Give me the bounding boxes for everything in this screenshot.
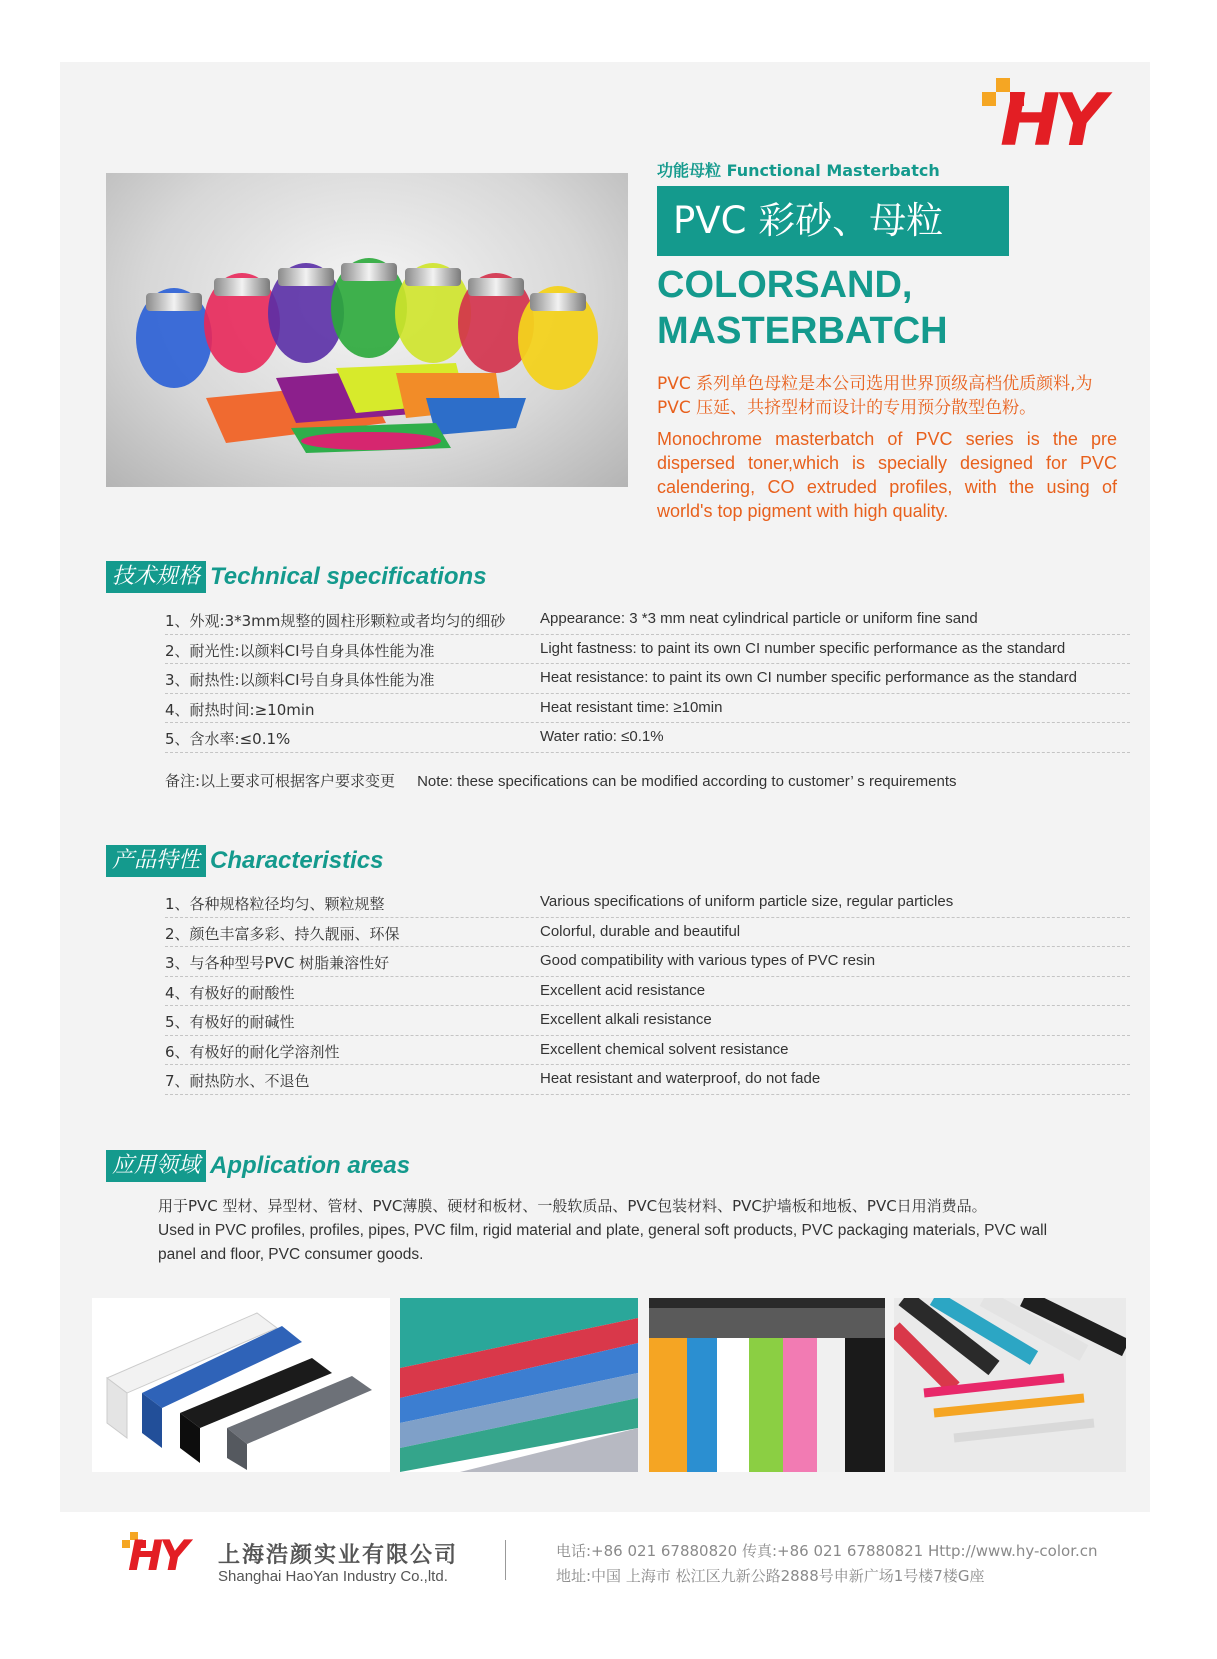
spec-en: Excellent acid resistance: [540, 981, 706, 999]
spec-en: Appearance: 3 *3 mm neat cylindrical particle or uniform fine sand: [540, 610, 978, 627]
spec-cn: 5、含水率:≤0.1%: [165, 730, 291, 748]
spec-en: Heat resistance: to paint its own CI number specific performance as the standard: [540, 669, 1077, 686]
spec-en: Excellent chemical solvent resistance: [540, 1040, 789, 1058]
spec-cn: 2、颜色丰富多彩、持久靓丽、环保: [165, 924, 400, 943]
photo-pvc-profiles: [92, 1298, 390, 1472]
section-technical-heading: [106, 561, 487, 593]
section-title-cn: 应用领域: [106, 1150, 206, 1182]
note-cn: 备注:以上要求可根据客户要求变更: [165, 772, 396, 790]
product-title-cn: PVC 彩砂、母粒: [657, 186, 1009, 256]
footer-logo: [122, 1528, 202, 1582]
spec-en: Light fastness: to paint its own CI number specific performance as the standard: [540, 639, 1066, 657]
section-application-heading: [106, 1150, 410, 1182]
category-kicker: 功能母粒 Functional Masterbatch: [657, 161, 940, 180]
application-text-en: Used in PVC profiles, profiles, pipes, PVC film, rigid material and plate, general soft products, PVC packaging materials, PVC wall panel and floor, PVC consumer goods.: [158, 1222, 1048, 1263]
spec-row: [165, 947, 1130, 977]
note-en: Note: these specifications can be modified according to customer’ s requirements: [417, 773, 957, 790]
spec-row: [165, 723, 1130, 753]
spec-en: Water ratio: ≤0.1%: [540, 728, 664, 745]
product-title-en: [657, 262, 948, 354]
spec-row: [165, 1036, 1130, 1066]
product-photo-jars: [106, 173, 628, 487]
spec-row: [165, 888, 1130, 918]
spec-en: Various specifications of uniform particle size, regular particles: [540, 893, 954, 910]
spec-row: [165, 1065, 1130, 1095]
spec-cn: 2、耐光性:以颜料CI号自身具体性能为准: [165, 641, 435, 660]
spec-en: Good compatibility with various types of PVC resin: [540, 952, 876, 969]
photo-pvc-roof-tiles: [400, 1298, 638, 1472]
contact-phone-fax-web: 电话:+86 021 67880820 传真:+86 021 67880821 Http://www.hy-color.cn: [556, 1542, 1098, 1560]
application-text-cn: 用于PVC 型材、异型材、管材、PVC薄膜、硬材和板材、一般软质品、PVC包装材料、PVC护墙板和地板、PVC日用消费品。: [158, 1197, 987, 1215]
spec-cn: 5、有极好的耐碱性: [165, 1013, 295, 1031]
company-name-cn: 上海浩颜实业有限公司: [218, 1542, 459, 1568]
spec-row: [165, 635, 1130, 665]
logo-text: HY: [128, 1531, 186, 1580]
spec-en: Heat resistant time: ≥10min: [540, 698, 723, 716]
section-title-en: Technical specifications: [210, 563, 487, 590]
spec-row: [165, 977, 1130, 1007]
technical-spec-list: [165, 605, 1130, 753]
spec-row: [165, 694, 1130, 724]
brand-logo: [990, 72, 1120, 162]
photo-pvc-film-rolls: [649, 1298, 885, 1472]
description-en: Monochrome masterbatch of PVC series is the pre dispersed toner,which is specially designed for PVC calendering, CO extruded profiles, with the using of world's top pigment with high quality.: [657, 429, 1117, 521]
spec-cn: 3、与各种型号PVC 树脂兼溶性好: [165, 954, 390, 972]
footer-divider: [505, 1540, 506, 1580]
description-cn: PVC 系列单色母粒是本公司选用世界顶级高档优质颜料,为PVC 压延、共挤型材而设计的专用预分散型色粉。: [657, 374, 1093, 418]
spec-cn: 7、耐热防水、不退色: [165, 1072, 310, 1090]
photo-pvc-pipes: [894, 1298, 1126, 1472]
section-title-en: Application areas: [210, 1152, 411, 1179]
section-title-en: Characteristics: [210, 847, 384, 874]
spec-cn: 4、有极好的耐酸性: [165, 983, 295, 1002]
company-name-en: Shanghai HaoYan Industry Co.,ltd.: [218, 1568, 448, 1585]
section-title-cn: 产品特性: [106, 845, 206, 877]
spec-cn: 4、耐热时间:≥10min: [165, 700, 315, 719]
product-title-en-line2: MASTERBATCH: [657, 310, 948, 352]
section-title-cn: 技术规格: [106, 561, 206, 593]
section-characteristics-heading: [106, 845, 383, 877]
spec-cn: 1、各种规格粒径均匀、颗粒规整: [165, 895, 385, 913]
spec-en: Excellent alkali resistance: [540, 1011, 712, 1028]
spec-en: Colorful, durable and beautiful: [540, 922, 741, 940]
spec-cn: 6、有极好的耐化学溶剂性: [165, 1042, 340, 1061]
characteristics-list: [165, 888, 1130, 1095]
spec-cn: 1、外观:3*3mm规整的圆柱形颗粒或者均匀的细砂: [165, 612, 506, 630]
spec-row: [165, 664, 1130, 694]
spec-row: [165, 605, 1130, 635]
contact-address: 地址:中国 上海市 松江区九新公路2888号申新广场1号楼7楼G座: [556, 1567, 985, 1585]
spec-en: Heat resistant and waterproof, do not fade: [540, 1070, 821, 1087]
logo-text: HY: [1000, 78, 1101, 162]
spec-row: [165, 1006, 1130, 1036]
spec-note: [165, 770, 957, 791]
spec-row: [165, 918, 1130, 948]
spec-cn: 3、耐热性:以颜料CI号自身具体性能为准: [165, 671, 435, 689]
product-title-en-line1: COLORSAND,: [657, 264, 913, 306]
